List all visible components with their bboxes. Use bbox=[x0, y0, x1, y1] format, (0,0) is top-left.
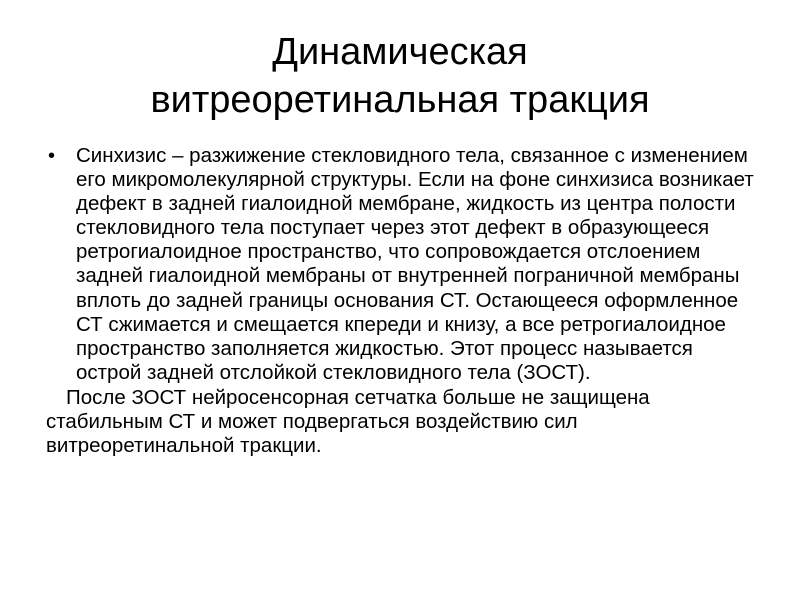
slide-title-line-2: витреоретинальная тракция bbox=[150, 79, 650, 121]
bullet-text: Синхизис – разжижение стекловидного тела, связанное с изменением его микромолекулярной структуры. Если на фоне синхизиса возникает дефект в задней гиалоидной мембране, жидкость из центра полости стекловидного тела поступает через этот дефект в образующееся ретрогиалоидное пространство, что сопровождается отслоением задней гиалоидной мембраны от внутренней пограничной мембраны вплоть до задней границы основания СТ. Остающееся оформленное СТ сжимается и смещается кпереди и книзу, а все ретрогиалоидное пространство заполняется жидкостью. Этот процесс называется острой задней отслойкой стекловидного тела (ЗОСТ). bbox=[76, 144, 754, 384]
bullet-item bbox=[46, 144, 758, 385]
slide-title-line-1: Динамическая bbox=[272, 31, 528, 73]
slide-content bbox=[46, 144, 758, 458]
body-paragraph: После ЗОСТ нейросенсорная сетчатка больше не защищена стабильным СТ и может подвергаться воздействию сил витреоретинальной тракции. bbox=[46, 385, 650, 458]
bullet-marker: • bbox=[48, 145, 56, 167]
slide-title bbox=[40, 28, 760, 124]
